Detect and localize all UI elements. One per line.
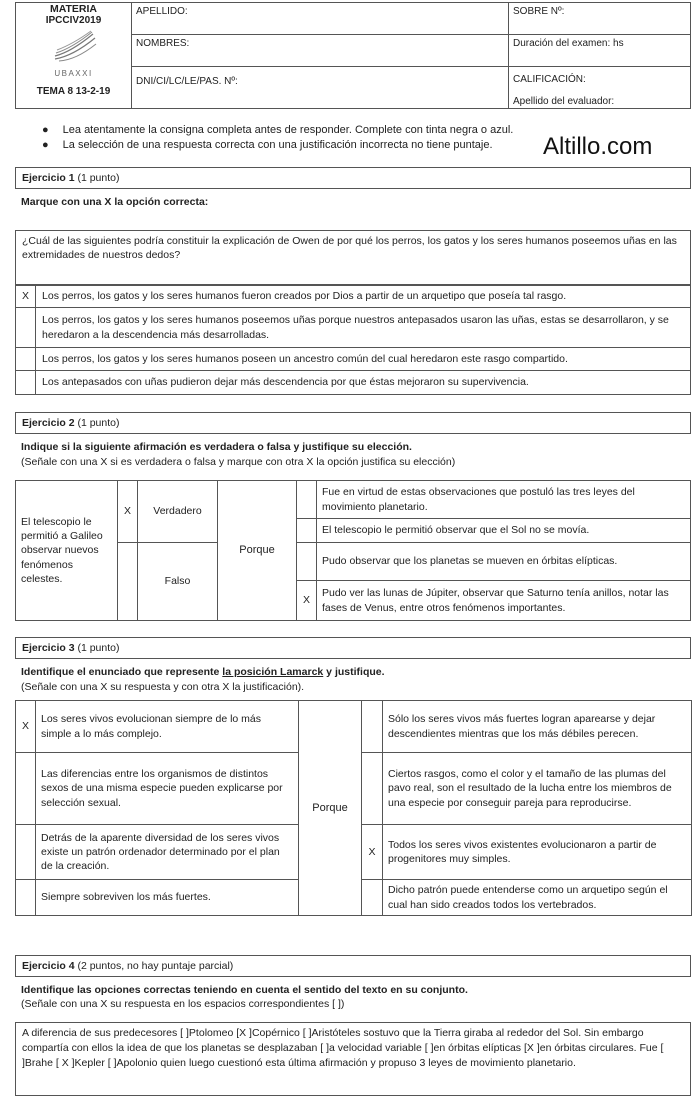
ex3-instruction-pre: Identifique el enunciado que represente [21, 666, 223, 678]
right-text: Ciertos rasgos, como el color y el tamaño de las plumas del pavo real, son el resultado de la lucha entre los miembros de una especie por conseguir pareja para reproducirse. [383, 753, 692, 825]
ex2-title: Ejercicio 2 [22, 417, 75, 429]
ex4-title: Ejercicio 4 [22, 960, 75, 972]
tema-label: TEMA 8 13-2-19 [36, 86, 111, 98]
header-table [15, 2, 691, 109]
ex4-text[interactable]: A diferencia de sus predecesores [ ]Ptolomeo [X ]Copérnico [ ]Aristóteles sostuvo que la Tierra giraba al rededor del Sol. Sin embargo compartía con ellos la idea de que los planetas se desplazaban [ ]a velocidad variable [ ]en órbitas elípticas [X ]en órbitas circulares. Fue [ ]Brahe [ X ]Kepler [ ]Apolonio quien luego cuestionó esta última afirmación y propuso 3 leyes de movimiento planetario. [15, 1022, 691, 1096]
ex3-sub: (Señale con una X su respuesta y con otra X la justificación). [21, 681, 305, 693]
ex1-title: Ejercicio 1 [22, 172, 75, 184]
ex4-points: (2 puntos, no hay puntaje parcial) [74, 960, 234, 972]
option-mark[interactable] [16, 308, 36, 348]
instructions-list [42, 123, 562, 153]
justification-mark[interactable]: X [297, 581, 317, 621]
justification-text: Pudo ver las lunas de Júpiter, observar que Saturno tenía anillos, notar las fases de Venus, entre otros fenómenos importantes. [317, 581, 691, 621]
option-mark[interactable]: X [16, 286, 36, 308]
justification-text: El telescopio le permitió observar que el Sol no se movía. [317, 519, 691, 543]
option-row[interactable] [16, 348, 691, 371]
option-mark[interactable] [16, 348, 36, 371]
instruction-item [42, 123, 562, 138]
ex3-title: Ejercicio 3 [22, 642, 75, 654]
false-mark[interactable] [118, 543, 138, 621]
justification-text: Pudo observar que los planetas se mueven en órbitas elípticas. [317, 543, 691, 581]
watermark: Altillo.com [543, 133, 653, 160]
right-mark[interactable] [362, 753, 383, 825]
porque-label: Porque [299, 701, 362, 916]
left-mark[interactable]: X [16, 701, 36, 753]
option-mark[interactable] [16, 371, 36, 395]
right-mark[interactable] [362, 701, 383, 753]
ex1-instruction: Marque con una X la opción correcta: [21, 196, 209, 208]
ex3-points: (1 punto) [74, 642, 120, 654]
bullet-icon: ● [42, 124, 49, 136]
bullet-icon: ● [42, 138, 49, 151]
materia-label: MATERIA [49, 3, 98, 15]
left-mark[interactable] [16, 753, 36, 825]
ex3-header [15, 637, 691, 659]
right-mark[interactable]: X [362, 825, 383, 880]
justification-mark[interactable] [297, 519, 317, 543]
right-mark[interactable] [362, 880, 383, 916]
materia-cell [16, 3, 132, 109]
evaluador-field[interactable]: Apellido del evaluador: [513, 95, 615, 107]
false-label: Falso [138, 543, 218, 621]
calificacion-field[interactable]: CALIFICACIÓN: [513, 74, 586, 85]
ex3-instruction-underline: la posición Lamarck [222, 666, 324, 678]
ex1-question: ¿Cuál de las siguientes podría constituir la explicación de Owen de por qué los perros, los gatos y los seres humanos poseemos uñas en las extremidades de nuestros dedos? [15, 230, 691, 285]
option-row[interactable] [16, 308, 691, 348]
ex1-options [15, 285, 691, 395]
option-text: Los antepasados con uñas pudieron dejar más descendencia por que éstas mejoraron su supervivencia. [36, 371, 691, 395]
instruction-text: La selección de una respuesta correcta con una justificación incorrecta no tiene puntaje. [62, 138, 493, 151]
option-text: Los perros, los gatos y los seres humanos poseen un ancestro común del cual heredaron este rasgo compartido. [36, 348, 691, 371]
calificacion-cell [509, 67, 691, 109]
ex2-points: (1 punto) [74, 417, 120, 429]
right-text: Todos los seres vivos existentes evolucionaron a partir de progenitores muy simples. [383, 825, 692, 880]
right-text: Sólo los seres vivos más fuertes logran aparearse y dejar descendientes mientras que los más débiles perecen. [383, 701, 692, 753]
option-row[interactable] [16, 286, 691, 308]
left-text: Los seres vivos evolucionan siempre de lo más simple a lo más complejo. [36, 701, 299, 753]
ex1-points: (1 punto) [74, 172, 120, 184]
ex4-instruction: Identifique las opciones correctas teniendo en cuenta el sentido del texto en su conjunto. [21, 984, 468, 996]
duracion-field[interactable]: Duración del examen: hs [509, 35, 691, 67]
option-row[interactable] [16, 371, 691, 395]
option-text: Los perros, los gatos y los seres humanos fueron creados por Dios a partir de un arquetipo que poseía tal rasgo. [36, 286, 691, 308]
true-mark[interactable]: X [118, 481, 138, 543]
right-text: Dicho patrón puede entenderse como un arquetipo según el cual han sido creados todos los vertebrados. [383, 880, 692, 916]
dni-field[interactable]: DNI/CI/LC/LE/PAS. Nº: [132, 67, 509, 109]
option-text: Los perros, los gatos y los seres humanos poseemos uñas porque nuestros antepasados usaron las uñas, estas se desarrollaron, y se heredaron a la descendencia más desarrolladas. [36, 308, 691, 348]
ex2-header [15, 412, 691, 434]
justification-mark[interactable] [297, 481, 317, 519]
nombres-field[interactable]: NOMBRES: [132, 35, 509, 67]
apellido-field[interactable]: APELLIDO: [132, 3, 509, 35]
uba-logo-icon [51, 30, 97, 62]
ex4-sub: (Señale con una X su respuesta en los espacios correspondientes [ ]) [21, 998, 345, 1010]
ex2-statement: El telescopio le permitió a Galileo observar nuevos fenómenos celestes. [16, 481, 118, 621]
ex3-instruction-post: y justifique. [323, 666, 385, 678]
materia-code: IPCCIV2019 [45, 15, 102, 26]
ex2-table [15, 480, 691, 621]
instruction-text: Lea atentamente la consigna completa antes de responder. Complete con tinta negra o azul. [62, 124, 514, 136]
true-label: Verdadero [138, 481, 218, 543]
justification-text: Fue en virtud de estas observaciones que postuló las tres leyes del movimiento planetario. [317, 481, 691, 519]
logo-text: UBAXXI [54, 68, 93, 78]
instruction-item [42, 138, 562, 153]
justification-mark[interactable] [297, 543, 317, 581]
left-mark[interactable] [16, 825, 36, 880]
ex3-instruction [21, 665, 385, 679]
ex4-header [15, 955, 691, 977]
ex2-sub: (Señale con una X si es verdadera o falsa y marque con otra X la opción justifica su elección) [21, 456, 456, 468]
ex3-table [15, 700, 692, 916]
left-mark[interactable] [16, 880, 36, 916]
ex1-header [15, 167, 691, 189]
sobre-field[interactable]: SOBRE Nº: [509, 3, 691, 35]
left-text: Detrás de la aparente diversidad de los seres vivos existe un patrón ordenador determinado por el plan de la creación. [36, 825, 299, 880]
left-text: Siempre sobreviven los más fuertes. [36, 880, 299, 916]
ex2-instruction: Indique si la siguiente afirmación es verdadera o falsa y justifique su elección. [21, 441, 412, 453]
left-text: Las diferencias entre los organismos de distintos sexos de una misma especie pueden explicarse por selección sexual. [36, 753, 299, 825]
porque-label: Porque [218, 481, 297, 621]
